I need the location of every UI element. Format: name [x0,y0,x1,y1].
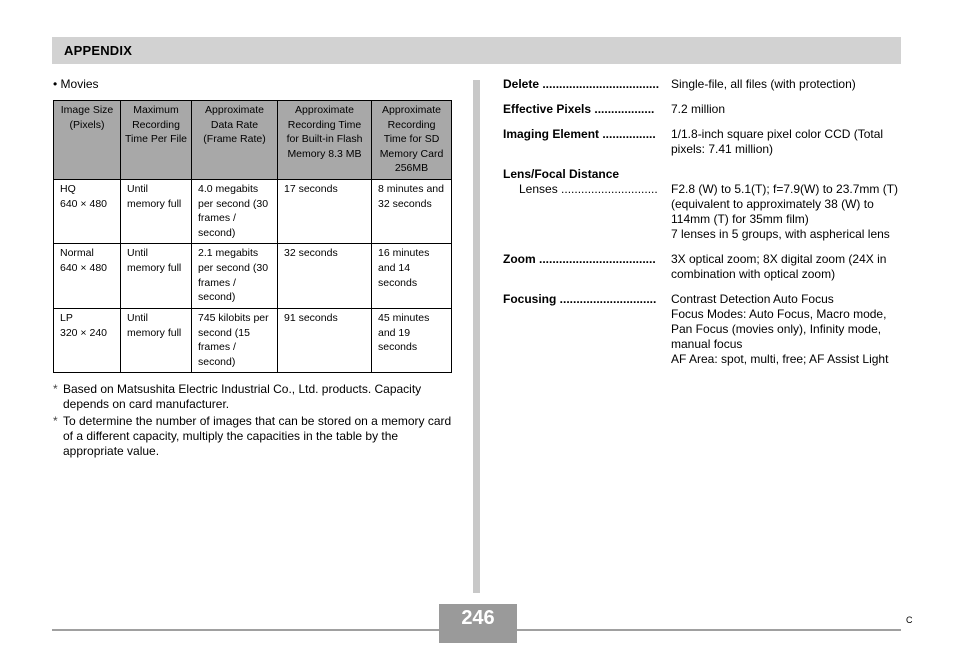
cell-data-rate: 745 kilobits per second (15 frames / second) [192,308,278,373]
spec-value: F2.8 (W) to 5.1(T); f=7.9(W) to 23.7mm (T) (equivalent to approximately 38 (W) to 114mm (T) for 35mm film) [671,182,899,226]
spec-value: Focus Modes: Auto Focus, Macro mode, Pan Focus (movies only), Infinity mode, manual focus [671,307,887,351]
header-max-recording: Maximum Recording Time Per File [121,101,192,180]
spec-label: Effective Pixels .................. [503,102,655,116]
corner-mark: C [906,615,913,625]
cell-image-size [54,244,121,309]
section-header-bar [52,37,901,64]
spec-label: Delete ................................... [503,77,660,91]
spec-lens [503,167,903,242]
spec-value: AF Area: spot, multi, free; AF Assist Light [671,352,889,366]
spec-value: Single-file, all files (with protection) [671,77,856,91]
table-row [54,244,452,309]
spec-value: 7.2 million [671,102,726,116]
size-name: Normal [60,247,94,260]
header-sd-time: Approximate Recording Time for SD Memory Card 256MB [372,101,452,180]
spec-zoom [503,252,903,282]
spec-value: Contrast Detection Auto Focus [671,292,834,306]
footnote-text: To determine the number of images that can be stored on a memory card of a different capacity, multiply the capacities in the table by the appropriate value. [63,414,452,458]
footnotes [53,382,453,461]
cell-max-recording: Until memory full [121,308,192,373]
header-builtin-time: Approximate Recording Time for Built-in Flash Memory 8.3 MB [278,101,372,180]
asterisk-mark: * [53,382,58,396]
table-header-row [54,101,452,180]
cell-builtin-time: 91 seconds [278,308,372,373]
cell-image-size [54,308,121,373]
cell-builtin-time: 17 seconds [278,179,372,244]
spec-value: 3X optical zoom; 8X digital zoom (24X in combination with optical zoom) [671,252,887,281]
size-pixels: 320 × 240 [60,326,108,339]
spec-focusing [503,292,903,367]
cell-sd-time: 16 minutes and 14 seconds [372,244,452,309]
specifications-list [503,77,903,367]
spec-imaging-element [503,127,903,157]
asterisk-mark: * [53,414,58,428]
movies-bullet: • Movies [53,77,99,91]
spec-heading: Lens/Focal Distance [503,167,620,181]
header-data-rate: Approximate Data Rate (Frame Rate) [192,101,278,180]
header-image-size: Image Size (Pixels) [54,101,121,180]
cell-data-rate: 4.0 megabits per second (30 frames / second) [192,179,278,244]
table-row [54,308,452,373]
spec-delete [503,77,903,92]
column-divider [473,80,480,593]
spec-sub-label: Lenses ............................. [519,182,658,196]
size-name: LP [60,311,73,324]
table-row [54,179,452,244]
cell-sd-time: 8 minutes and 32 seconds [372,179,452,244]
spec-value: 1/1.8-inch square pixel color CCD (Total pixels: 7.41 million) [671,127,884,156]
cell-data-rate: 2.1 megabits per second (30 frames / second) [192,244,278,309]
cell-max-recording: Until memory full [121,179,192,244]
cell-builtin-time: 32 seconds [278,244,372,309]
movies-table [53,100,452,373]
size-name: HQ [60,182,76,195]
spec-label: Focusing ............................. [503,292,657,306]
spec-label: Imaging Element ................ [503,127,656,141]
footnote [53,382,453,412]
page-number: 246 [439,604,517,643]
footnote-text: Based on Matsushita Electric Industrial Co., Ltd. products. Capacity depends on card manufacturer. [63,382,422,411]
cell-max-recording: Until memory full [121,244,192,309]
section-title: APPENDIX [64,43,133,58]
size-pixels: 640 × 480 [60,262,108,275]
size-pixels: 640 × 480 [60,197,108,210]
cell-sd-time: 45 minutes and 19 seconds [372,308,452,373]
spec-label: Zoom ................................... [503,252,656,266]
cell-image-size [54,179,121,244]
spec-effective-pixels [503,102,903,117]
footnote [53,414,453,459]
spec-lenses [503,182,903,242]
spec-value: 7 lenses in 5 groups, with aspherical lens [671,227,890,241]
